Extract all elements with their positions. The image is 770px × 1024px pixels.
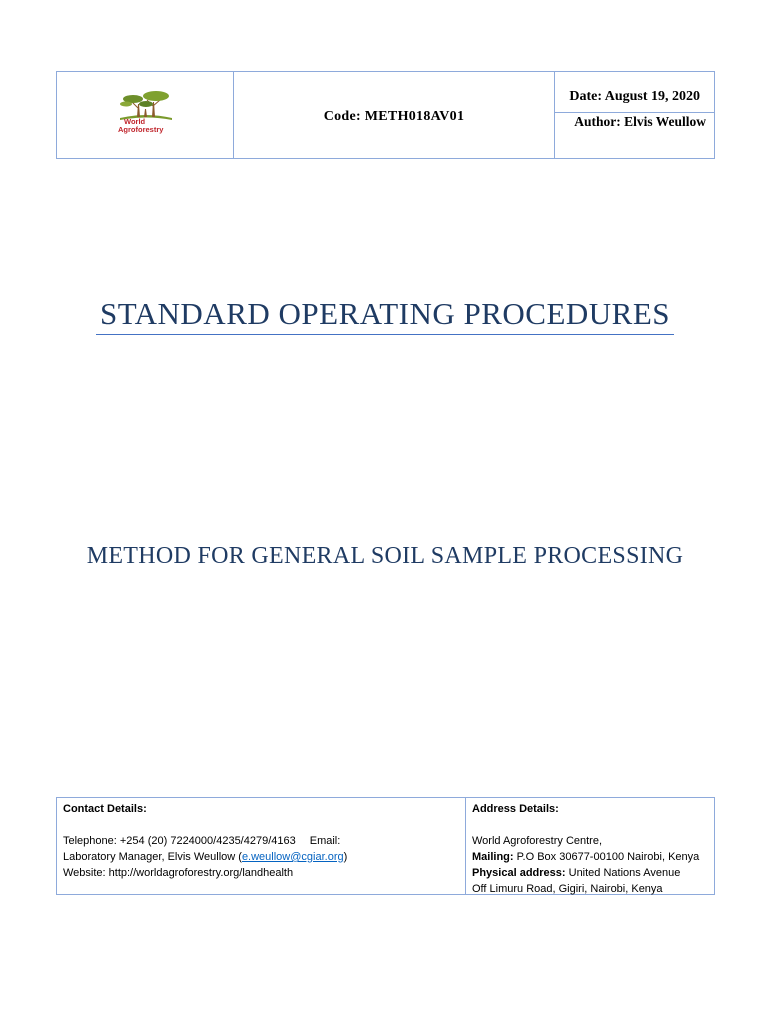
logo-cell bbox=[57, 72, 234, 158]
address-org: World Agroforestry Centre, bbox=[472, 835, 603, 847]
manager-line bbox=[63, 849, 465, 865]
page-subtitle: METHOD FOR GENERAL SOIL SAMPLE PROCESSING bbox=[86, 543, 684, 569]
mailing-value: P.O Box 30677-00100 Nairobi, Kenya bbox=[513, 851, 700, 863]
mailing-line bbox=[472, 849, 714, 865]
contact-heading: Contact Details: bbox=[63, 803, 147, 815]
manager-suffix: ) bbox=[343, 851, 348, 863]
physical-value: United Nations Avenue bbox=[565, 867, 681, 879]
physical-label: Physical address: bbox=[472, 867, 566, 879]
email-label: Email: bbox=[309, 835, 341, 847]
manager-email-link[interactable]: e.weullow@cgiar.org bbox=[241, 851, 344, 863]
document-code: Code: METH018AV01 bbox=[323, 109, 465, 124]
document-date: Date: August 19, 2020 bbox=[569, 89, 700, 104]
website-line: Website: http://worldagroforestry.org/landhealth bbox=[63, 867, 294, 879]
logo-line-2: Agroforestry bbox=[118, 125, 164, 134]
manager-prefix: Laboratory Manager, Elvis Weullow ( bbox=[63, 851, 242, 863]
address-cell bbox=[466, 798, 714, 894]
meta-cell bbox=[555, 72, 714, 158]
logo-text bbox=[118, 118, 163, 134]
logo-line-1: World bbox=[124, 117, 146, 126]
page-title-text: STANDARD OPERATING PROCEDURES bbox=[96, 296, 674, 335]
telephone-text: Telephone: +254 (20) 7224000/4235/4279/4163 bbox=[63, 835, 296, 847]
street-line: Off Limuru Road, Gigiri, Nairobi, Kenya bbox=[472, 883, 663, 895]
physical-line bbox=[472, 865, 714, 881]
address-heading: Address Details: bbox=[472, 803, 559, 815]
mailing-label: Mailing: bbox=[472, 851, 514, 863]
footer-table bbox=[56, 797, 715, 895]
meta-divider bbox=[555, 112, 714, 113]
document-author: Author: Elvis Weullow bbox=[574, 114, 706, 129]
contact-cell bbox=[57, 798, 466, 894]
header-table bbox=[56, 71, 715, 159]
page-title bbox=[0, 296, 770, 335]
code-cell bbox=[234, 72, 555, 158]
telephone-line bbox=[63, 833, 465, 849]
